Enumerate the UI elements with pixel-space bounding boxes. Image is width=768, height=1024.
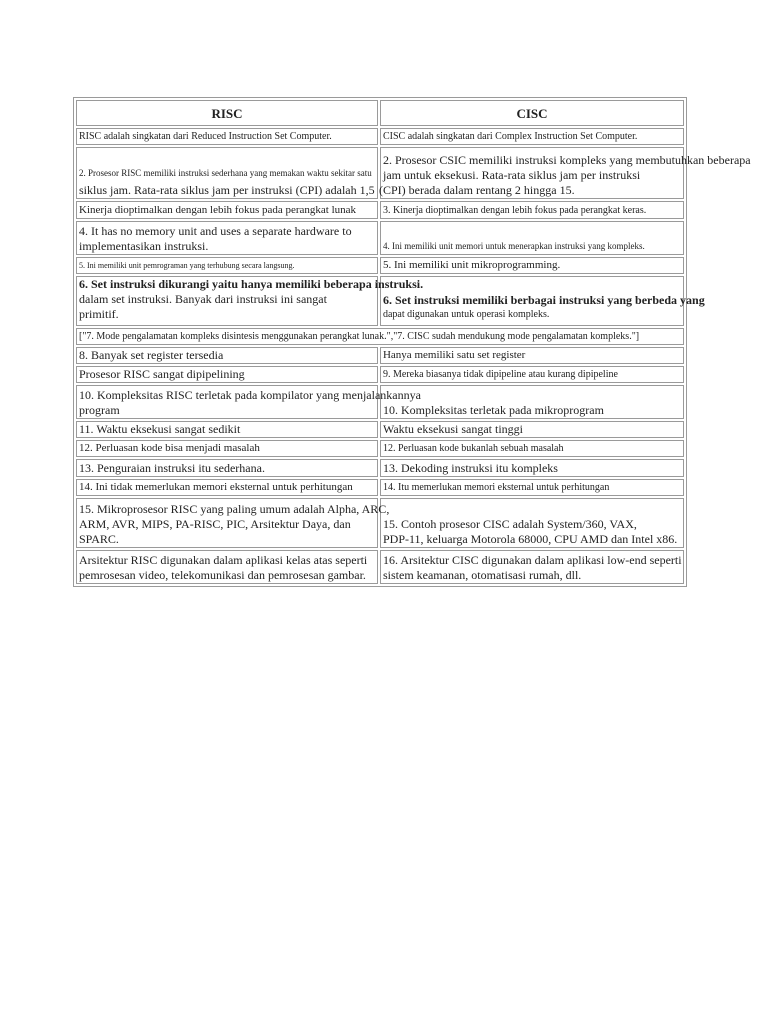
risc-cell: Kinerja dioptimalkan dengan lebih fokus pada perangkat lunak [76, 201, 378, 219]
risc-text: 6. Set instruksi dikurangi yaitu hanya memiliki beberapa instruksi. [79, 277, 424, 291]
risc-cell [76, 385, 421, 419]
risc-vs-cisc-table [73, 97, 751, 587]
cisc-text: 6. Set instruksi memiliki berbagai instruksi yang berbeda yang [382, 293, 705, 307]
risc-cell: 13. Penguraian instruksi itu sederhana. [76, 459, 378, 477]
table-row [76, 276, 684, 326]
risc-cell [76, 221, 378, 255]
cisc-cell: 12. Perluasan kode bukanlah sebuah masalah [380, 440, 684, 457]
cisc-text: jam untuk eksekusi. Rata-rata siklus jam per instruksi [382, 168, 641, 182]
risc-text: SPARC. [79, 532, 119, 546]
risc-text: Arsitektur RISC digunakan dalam aplikasi kelas atas seperti [79, 553, 368, 567]
risc-cell [76, 147, 378, 199]
table-row [76, 550, 684, 584]
risc-text: 4. It has no memory unit and uses a separate hardware to [79, 224, 352, 238]
table-row [76, 421, 684, 438]
cisc-cell: 4. Ini memiliki unit memori untuk menerapkan instruksi yang kompleks. [380, 221, 684, 255]
table-row [76, 366, 684, 383]
table-row [76, 257, 684, 274]
cisc-text: sistem keamanan, otomatisasi rumah, dll. [382, 568, 582, 582]
table-row [76, 498, 684, 548]
cisc-cell: 9. Mereka biasanya tidak dipipeline atau kurang dipipeline [380, 366, 684, 383]
risc-text: ARM, AVR, MIPS, PA-RISC, PIC, Arsitektur Daya, dan [79, 517, 351, 531]
table-row [76, 201, 684, 219]
cisc-cell [380, 498, 684, 548]
risc-text: dalam set instruksi. Banyak dari instruksi ini sangat [79, 292, 327, 306]
risc-text: 2. Prosesor RISC memiliki instruksi sederhana yang memakan waktu sekitar satu [79, 168, 372, 178]
merged-cell: ["7. Mode pengalamatan kompleks disintesis menggunakan perangkat lunak.","7. CISC sudah mendukung mode pengalamatan kompleks."] [76, 328, 684, 345]
risc-cell: 8. Banyak set register tersedia [76, 347, 378, 364]
risc-cell: RISC adalah singkatan dari Reduced Instruction Set Computer. [76, 128, 378, 145]
risc-cell [76, 276, 424, 326]
table-row [76, 221, 684, 255]
table-row [76, 459, 684, 477]
cisc-text: 16. Arsitektur CISC digunakan dalam aplikasi low-end seperti [382, 553, 682, 567]
table-row [76, 440, 684, 457]
risc-text: implementasikan instruksi. [79, 239, 209, 253]
cisc-text: 15. Contoh prosesor CISC adalah System/360, VAX, [382, 517, 637, 531]
risc-cell: 5. Ini memiliki unit pemrograman yang terhubung secara langsung. [76, 257, 378, 274]
risc-text: 10. Kompleksitas RISC terletak pada kompilator yang menjalankannya [79, 388, 421, 402]
cisc-cell: 14. Itu memerlukan memori eksternal untuk perhitungan [380, 479, 684, 496]
cisc-cell: 5. Ini memiliki unit mikroprogramming. [380, 257, 684, 274]
risc-cell: Prosesor RISC sangat dipipelining [76, 366, 378, 383]
cisc-text: PDP-11, keluarga Motorola 68000, CPU AMD dan Intel x86. [382, 532, 678, 546]
table-row [76, 385, 684, 419]
cisc-cell: Waktu eksekusi sangat tinggi [380, 421, 684, 438]
cisc-text: dapat digunakan untuk operasi kompleks. [382, 309, 550, 320]
risc-text: program [79, 403, 120, 417]
table-row [76, 147, 684, 199]
cisc-cell [380, 276, 705, 326]
cisc-cell [380, 550, 684, 584]
cisc-cell: 10. Kompleksitas terletak pada mikroprogram [380, 385, 684, 419]
risc-text: 15. Mikroprosesor RISC yang paling umum adalah Alpha, ARC, [79, 502, 390, 516]
header-cisc: CISC [380, 100, 684, 126]
risc-text: primitif. [79, 307, 119, 321]
cisc-text: 2. Prosesor CSIC memiliki instruksi kompleks yang membutuhkan beberapa [382, 153, 751, 167]
table-row [76, 328, 684, 345]
risc-cell: 11. Waktu eksekusi sangat sedikit [76, 421, 378, 438]
risc-text: siklus jam. Rata-rata siklus jam per instruksi (CPI) adalah 1,5 [79, 183, 375, 197]
risc-cell [76, 498, 390, 548]
cisc-cell: 13. Dekoding instruksi itu kompleks [380, 459, 684, 477]
cisc-cell: 3. Kinerja dioptimalkan dengan lebih fokus pada perangkat keras. [380, 201, 684, 219]
risc-cell: 12. Perluasan kode bisa menjadi masalah [76, 440, 378, 457]
cisc-cell: Hanya memiliki satu set register [380, 347, 684, 364]
risc-text: pemrosesan video, telekomunikasi dan pemrosesan gambar. [79, 568, 366, 582]
header-row [76, 100, 684, 126]
risc-cell: 14. Ini tidak memerlukan memori eksternal untuk perhitungan [76, 479, 378, 496]
header-risc: RISC [76, 100, 378, 126]
risc-cell [76, 550, 378, 584]
cisc-cell: CISC adalah singkatan dari Complex Instruction Set Computer. [380, 128, 684, 145]
table-row [76, 347, 684, 364]
table-row [76, 128, 684, 145]
table-row [76, 479, 684, 496]
cisc-text: (CPI) berada dalam rentang 2 hingga 15. [378, 183, 575, 197]
cisc-cell [378, 147, 751, 199]
